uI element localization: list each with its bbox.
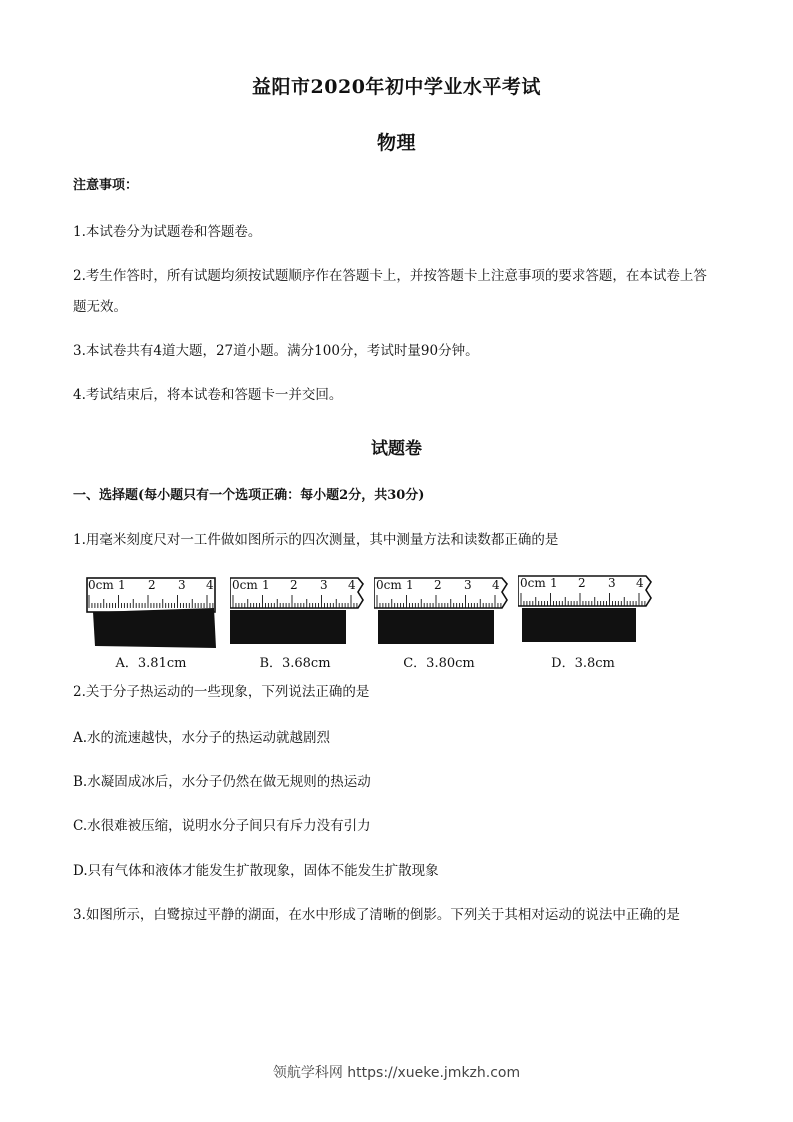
ruler-label-1: 1 — [406, 578, 414, 592]
ruler-label-4: 4 — [206, 578, 214, 592]
exam-title: 益阳市2020年初中学业水平考试 — [252, 76, 541, 98]
subject-title: 物理 — [376, 132, 416, 154]
ruler-label-3: 3 — [320, 578, 328, 592]
ruler-label-3: 3 — [608, 576, 616, 590]
ruler-option-c — [374, 574, 504, 674]
ruler-option-d — [518, 574, 648, 674]
ruler-label-3: 3 — [178, 578, 186, 592]
workpiece-block — [93, 608, 216, 648]
ruler-label-0: 0cm — [520, 576, 546, 590]
workpiece-block — [522, 608, 636, 642]
q2-option-a: A.水的流速越快，水分子的热运动就越剧烈 — [73, 730, 331, 746]
ruler-label-2: 2 — [434, 578, 442, 592]
ruler-figure — [86, 574, 651, 674]
caption-d: D．3.8cm — [551, 656, 615, 671]
ruler-label-2: 2 — [578, 576, 586, 590]
notice-item-2: 2.考生作答时，所有试题均须按试题顺序作在答题卡上，并按答题卡上注意事项的要求答题，在本试卷上答 — [73, 268, 707, 284]
notice-item-1: 1.本试卷分为试题卷和答题卷。 — [73, 224, 262, 240]
ruler-label-4: 4 — [636, 576, 644, 590]
ruler-label-0: 0cm — [232, 578, 258, 592]
ruler-label-0: 0cm — [88, 578, 114, 592]
q2-option-b: B.水凝固成冰后，水分子仍然在做无规则的热运动 — [73, 774, 371, 790]
caption-c: C．3.80cm — [403, 656, 475, 671]
caption-b: B．3.68cm — [259, 656, 331, 671]
ruler-label-2: 2 — [148, 578, 156, 592]
notice-item-4: 4.考试结束后，将本试卷和答题卡一并交回。 — [73, 387, 343, 403]
caption-a: A．3.81cm — [115, 656, 187, 671]
q1-stem: 1.用毫米刻度尺对一工件做如图所示的四次测量，其中测量方法和读数都正确的是 — [73, 532, 559, 548]
ruler-label-4: 4 — [348, 578, 356, 592]
notice-item-2-cont: 题无效。 — [73, 299, 127, 315]
section-title: 试题卷 — [371, 439, 422, 459]
notice-heading: 注意事项： — [73, 178, 139, 193]
ruler-label-0: 0cm — [376, 578, 402, 592]
ruler-label-3: 3 — [464, 578, 472, 592]
q2-stem: 2.关于分子热运动的一些现象，下列说法正确的是 — [73, 684, 370, 700]
notice-item-3: 3.本试卷共有4道大题，27道小题。满分100分，考试时量90分钟。 — [73, 343, 479, 359]
ruler-label-1: 1 — [262, 578, 270, 592]
workpiece-block — [378, 610, 494, 644]
q3-stem: 3.如图所示，白鹭掠过平静的湖面，在水中形成了清晰的倒影。下列关于其相对运动的说法中正确的是 — [73, 907, 680, 923]
ruler-label-1: 1 — [118, 578, 126, 592]
ruler-option-a — [86, 574, 216, 674]
q2-option-c: C.水很难被压缩，说明水分子间只有斥力没有引力 — [73, 818, 371, 834]
ruler-label-4: 4 — [492, 578, 500, 592]
workpiece-block — [230, 610, 346, 644]
ruler-label-1: 1 — [550, 576, 558, 590]
ruler-option-b — [230, 574, 360, 674]
footer-watermark: 领航学科网 https://xueke.jmkzh.com — [272, 1065, 521, 1081]
part1-heading: 一、选择题(每小题只有一个选项正确：每小题2分，共30分) — [73, 488, 425, 503]
ruler-label-2: 2 — [290, 578, 298, 592]
q2-option-d: D.只有气体和液体才能发生扩散现象，固体不能发生扩散现象 — [73, 863, 439, 879]
